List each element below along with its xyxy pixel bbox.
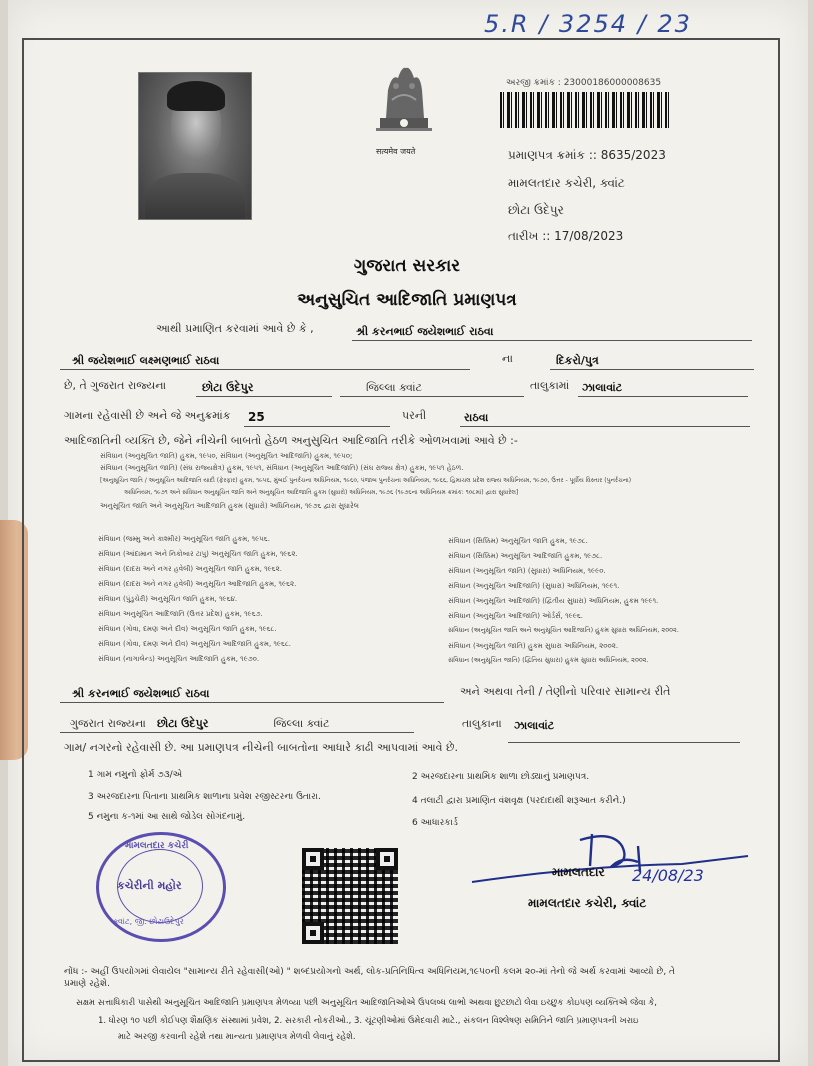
district-field-2 [60, 712, 414, 733]
state-prefix-2: ગુજરાત રાજ્યના [70, 717, 146, 730]
signatory-office: મામલતદાર કચેરી, ક્વાંટ [528, 896, 647, 910]
father-name: શ્રી જયેશભાઈ લક્ષ્મણભાઈ રાઠવા [72, 354, 220, 367]
holder-name: શ્રી કરનભાઈ જયેશભાઈ રાઠવા [356, 325, 494, 338]
serial-field [244, 406, 390, 427]
signature-scribble-icon [462, 826, 762, 898]
order-item: સંવિધાન (અનુસૂચિત આદિજાતિ) (દ્વિતીય સુધારા) અધિનિયમ, હુકમ ૧૯૯૧. [448, 597, 659, 605]
order-item: સંવિધાન (અનુસૂચિત આદિજાતિ) (સુધારા) અધિનિયમ, ૧૯૯૧. [448, 582, 620, 590]
certify-prefix: આથી પ્રમાણિત કરવામાં આવે છે કે , [156, 322, 314, 335]
father-name-field [60, 349, 470, 370]
qr-code [302, 848, 398, 944]
tribe-field [460, 406, 750, 427]
order-item: સંવિધાન (સિક્કિમ) અનુસૂચિત આદિજાતિ હુકમ, ૧૯૭૮. [448, 552, 603, 560]
handwritten-reference: 5.R / 3254 / 23 [484, 10, 692, 38]
emblem-motto: सत्यमेव जयते [376, 147, 416, 156]
order-item: સંવિધાન (જમ્મુ અને કાશ્મીર) અનુસૂચિત જાતિ હુકમ, ૧૯૫૬. [98, 535, 270, 543]
district-label-2: જિલ્લા ક્વાંટ [273, 717, 330, 730]
tribe-label: પરની [402, 409, 427, 422]
district-label-field [340, 376, 524, 397]
orders-left-column [98, 535, 298, 670]
order-item: સંવિધાન (દાદરા અને નગર હવેલી) અનુસૂચિત આદિજાતિ હુકમ, ૧૯૬૨. [98, 580, 297, 588]
taluka-field-2 [508, 714, 740, 743]
document-item: 6 આધારકાર્ડ [412, 818, 458, 828]
district-label: જિલ્લા ક્વાંટ [366, 381, 422, 394]
orders-line-5: અનુસૂચિત જાતિ અને અનુસૂચિત આદિજાતિ હુકમ (સુધારો) અધિનિયમ, ૧૯૭૬ દ્વારા સુધારેલ [100, 502, 359, 510]
village-prefix: ગામના રહેવાસી છે અને જે અનુક્રમાંક [64, 409, 231, 422]
order-item: સંવિધાન (અનુસૂચિત આદિજાતિ) ઓર્ડર્સ, ૧૯૯૬. [448, 612, 583, 620]
orders-right-column [448, 537, 679, 672]
signatory-title: મામલતદાર [552, 865, 605, 879]
taluka-2: ઝાલાવાંટ [514, 719, 555, 732]
note-line-1: નોંધ :- અહીં ઉપયોગમાં લેવાયેલ "સામાન્ય રીતે રહેવાસી(ઓ) " શબ્દપ્રયોગનો અર્થ, લોક-પ્રતિનિધિત્વ અધિનિયમ,૧૯૫૦ની કલમ ૨૦-માં તેનો જે અર્થ કરવામાં આવ્યો છે, તે [64, 967, 676, 977]
seal-top-text: મામલતદાર કચેરી [125, 841, 189, 851]
family-line: અને અથવા તેની / તેણીનો પરિવાર સામાન્ય રીતે [460, 685, 671, 698]
serial-number: 25 [248, 410, 265, 424]
taluka: ઝાલાવાંટ [582, 381, 623, 394]
order-item: સંવિધાન (ગોવા, દમણ અને દીવ) અનુસૂચિત આદિજાતિ હુકમ, ૧૯૬૮. [98, 640, 292, 648]
applicant-photo [138, 72, 252, 220]
order-item: સંવિધાન (નાગાલેન્ડ) અનુસૂચિત આદિજાતિ હુકમ, ૧૯૭૦. [98, 655, 260, 663]
relation: દિકરો/પુત્ર [556, 354, 599, 367]
orders-line-2: સંવિધાન (અનુસૂચિત જાતિ) (સંઘ રાજ્યક્ષેત્ર) હુકમ, ૧૯૫૧, સંવિધાન (અનુસૂચિત આદિજાતિ) (સંઘ રાજ્ય ક્ષેત્ર) હુકમ, ૧૯૫૧ હેઠળ. [100, 464, 464, 472]
office-seal [96, 832, 226, 942]
order-item: સંવિધાન (ગોવા, દમણ અને દીવ) અનુસૂચિત જાતિ હુકમ, ૧૯૬૮. [98, 625, 277, 633]
order-item: સંવિધાન (અનુસૂચિત જાતિ અને અનુસૂચિત આદિજાતિ) હુકમ સુધારા અધિનિયમ, ૨૦૦૨. [448, 626, 679, 634]
barcode [500, 92, 670, 128]
district: છોટા ઉદેપુર [202, 381, 254, 394]
order-item: સંવિધાન અનુસૂચિત આદિજાતિ (ઉત્તર પ્રદેશ) હુકમ, ૧૯૬૭. [98, 610, 263, 618]
resident-statement: ગામ/ નગરનો રહેવાસી છે. આ પ્રમાણપત્ર નીચેની બાબતોના આધારે કાઢી આપવામાં આવે છે. [64, 741, 459, 754]
certificate-number: પ્રમાણપત્ર ક્રમાંક :: 8635/2023 [508, 148, 666, 162]
document-item: 4 તલાટી દ્વારા પ્રમાણિત વંશવૃક્ષ (પરદાદાથી શરૂઆત કરીને.) [412, 796, 626, 806]
district-field [196, 376, 332, 397]
document-item: 1 ગામ નમુનો ફોર્મ ૭૩/એ [88, 770, 183, 780]
order-item: સંવિધાન (દાદરા અને નગર હવેલી) અનુસૂચિત જાતિ હુકમ, ૧૯૬૨. [98, 565, 282, 573]
taluka-label: તાલુકામાં [530, 379, 570, 392]
order-item: સંવિધાન (સિક્કિમ) અનુસૂચિત જાતિ હુકમ, ૧૯૭૮. [448, 537, 588, 545]
seal-bottom-text: ક્વાંટ, જી. છોટાઉદેપુર [113, 917, 184, 926]
holder-name-field [352, 320, 752, 341]
order-item: સંવિધાન (પુંડુચેરી) અનુસૂચિત જાતિ હુકમ, ૧૯૬૪. [98, 595, 238, 603]
seal-center-text: કચેરીની મહોર [117, 879, 182, 892]
application-number: અરજી ક્રમાંક : 23000186000008635 [506, 78, 662, 88]
issuing-district: છોટા ઉદેપુર [508, 203, 564, 217]
orders-line-4: અધિનિયમ, ૧૯૭૧ અને સંવિધાન અનુસૂચિત જાતિ અને અનુસૂચિત આદિજાતિ હુકમ (સુધારો) અધિનિયમ, ૧૯૭૬ (૧૯૭૬ના અધિનિયમ ક્રમાંક: ૧૦૮માં) દ્વારા સુધારેલ] [124, 489, 519, 496]
order-item: સંવિધાન (અનુસૂચિત જાતિ) હુકમ સુધારા અધિનિયમ, ૨૦૦૨. [448, 642, 619, 650]
orders-line-3: [અનુસૂચિત જાતિ / અનુસૂચિત આદિજાતિ યાદી (ફેરફાર) હુકમ, ૧૯૫૬, મુંબઈ પુનર્રચના અધિનિયમ, ૧૯૬૦, પંજાબ પુનર્રચના અધિનિયમ, ૧૯૬૬, હિમાચલ પ્રદેશ રાજ્ય અધિનિયમ, ૧૯૭૦, ઉત્તર - પૂર્વીય વિસ્તાર (પુનર્રચના) [100, 477, 632, 484]
holder-name-field-2 [60, 682, 444, 703]
footer-line-1: સક્ષમ સત્તાધિકારી પાસેથી અનુસૂચિત આદિજાતિ પ્રમાણપત્ર મેળવ્યા પછી અનુસૂચિત આદિજાતિઓએ ઉપલબ્ધ લાભો અથવા છુટછાટો લેવા ઇચ્છુક કોઇપણ વ્યક્તિએ જેવા કે, [76, 998, 657, 1008]
order-item: સંવિધાન (આંદામાન અને નિકોબાર ટાપુ) અનુસૂચિત જાતિ હુકમ, ૧૯૬૨. [98, 550, 298, 558]
note-line-2: પ્રમાણે રહેશે. [64, 979, 110, 989]
district-2: છોટા ઉદેપુર [156, 717, 209, 730]
footer-line-3: માટે અરજી કરવાની રહેશે તથા માન્યતા પ્રમાણપત્ર મેળવી લેવાનું રહેશે. [118, 1032, 356, 1042]
relation-field [550, 349, 754, 370]
tribe-name: રાઠવા [464, 411, 489, 424]
holder-name-2: શ્રી કરનભાઈ જયેશભાઈ રાઠવા [72, 687, 210, 700]
document-item: 3 અરજદારના પિતાના પ્રાથમિક શાળાના પ્રવેશ રજીસ્ટરના ઉતારા. [88, 792, 321, 802]
state-prefix: છે, તે ગુજરાત રાજ્યના [64, 379, 167, 392]
issuing-office: મામલતદાર કચેરી, ક્વાંટ [508, 176, 625, 190]
taluka-field [578, 376, 748, 397]
document-item: 5 નમુના ક-૧માં આ સાથે જોડેલ સોગંદનામું. [88, 812, 246, 822]
footer-line-2: 1. ધોરણ ૧૦ પછી કોઈપણ શૈક્ષણિક સંસ્થામાં પ્રવેશ, 2. સરકારી નોકરીઓ., 3. ચૂંટણીઓમાં ઉમેદવારી માટે., સંકલન વિશ્લેષણ સમિતિને જાતિ પ્રમાણપત્રની ખરાઇ [98, 1016, 639, 1026]
na-label: ના [502, 352, 513, 365]
signature-date: 24/08/23 [632, 866, 704, 885]
order-item: સંવિધાન (અનુસૂચિત જાતિ) (દ્વિતિય સુધારા) હુકમ સુધારા અધિનિયમ, ૨૦૦૨. [448, 656, 649, 664]
taluka-label-2: તાલુકાના [462, 717, 502, 730]
order-item: સંવિધાન (અનુસૂચિત જાતિ) (સુધારા) અધિનિયમ, ૧૯૯૦. [448, 567, 606, 575]
issue-date: તારીખ :: 17/08/2023 [508, 229, 624, 243]
government-title: ગુજરાત સરકાર [353, 256, 461, 276]
document-item: 2 અરજદારના પ્રાથમિક શાળા છોડ્યાનું પ્રમાણપત્ર. [412, 772, 590, 782]
certificate-title: અનુસુચિત આદિજાતિ પ્રમાણપત્ર [297, 290, 517, 310]
national-emblem-icon [366, 60, 442, 144]
recognition-statement: આદિજાતિની વ્યક્તિ છે, જેને નીચેની બાબતો હેઠળ અનુસુચિત આદિજાતિ તરીકે ઓળખવામાં આવે છે :- [64, 434, 518, 447]
orders-line-1: સંવિધાન (અનુસૂચિત જાતિ) હુકમ, ૧૯૫૦, સંવિધાન (અનુસૂચિત આદિજાતિ) હુકમ, ૧૯૫૦; [100, 452, 353, 460]
